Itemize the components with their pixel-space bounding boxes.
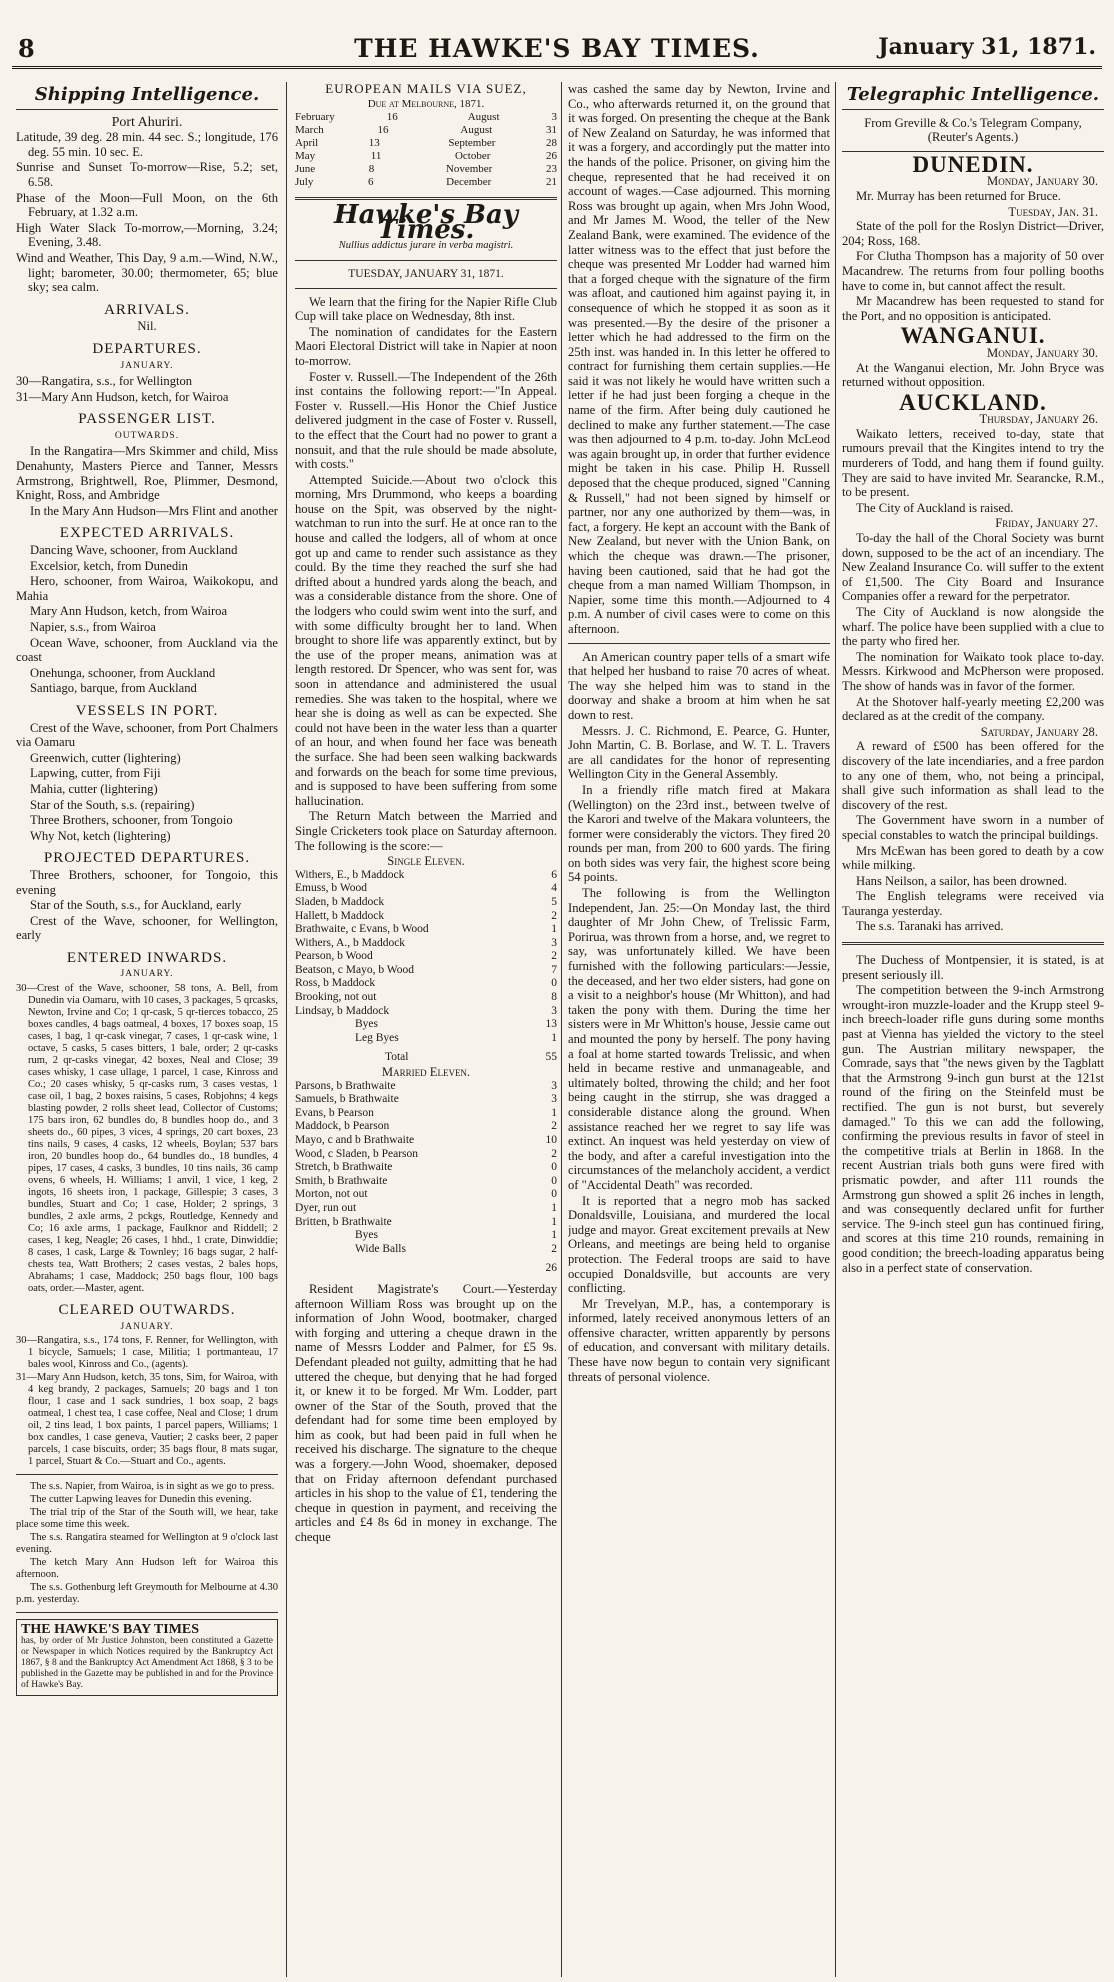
- score-row: Beatson, c Mayo, b Wood 7: [295, 963, 557, 976]
- vessel-item: Lapwing, cutter, from Fiji: [30, 766, 161, 781]
- entered-heading: ENTERED INWARDS.: [66, 949, 228, 966]
- departure-item: 31—Mary Ann Hudson, ketch, for Wairoa: [16, 389, 229, 404]
- column-news: [568, 82, 830, 1977]
- mails-table: [295, 111, 557, 189]
- score-row: Smith, b Brathwaite 0: [295, 1174, 557, 1187]
- score-row: Brathwaite, c Evans, b Wood 1: [295, 923, 557, 936]
- telegram-source: From Greville & Co.'s Telegram Company, (Reuter's Agents.): [864, 115, 1082, 145]
- city-heading-auckland: AUCKLAND.: [899, 389, 1047, 415]
- shipping-note: The cutter Lapwing leaves for Dunedin this evening.: [30, 1494, 252, 1506]
- masthead: [12, 32, 1102, 63]
- projected-item: Star of the South, s.s., for Auckland, early: [30, 898, 242, 913]
- news-item: The City of Auckland is raised.: [856, 500, 1014, 515]
- dispatch-date: Monday, January 30.: [987, 174, 1098, 189]
- shipping-heading: Shipping Intelligence.: [34, 84, 260, 105]
- news-item: A reward of £500 has been offered for the discovery of the late incendiaries, and a free pardon to any one of them, who, not being a principal, shall give such information as shall lead to the discovery of the rest.: [842, 739, 1104, 812]
- news-item: The English telegrams were received via Tauranga yesterday.: [842, 889, 1104, 918]
- mails-row: February 16 August 3: [295, 111, 557, 124]
- divider: [16, 1474, 278, 1475]
- dispatch-date: Friday, January 27.: [995, 516, 1098, 531]
- score-total: 26: [545, 1262, 557, 1275]
- news-item: At the Wanganui election, Mr. John Bryce was returned without opposition.: [842, 360, 1104, 390]
- news-item: The competition between the 9-inch Armstrong wrought-iron muzzle-loader and the Krupp steel 9-inch breech-loader rifle guns during some months past at Vienna has yielded the victory to the steel gun. The Austrian military newspaper, the Comrade, says that "the news given by the Tagblatt that the Armstrong 9-inch gun burst at the 121st round of the firing on the Steinfeld must be rectified. The gun is not burst, but severely damaged." To this we can add the following, confirming the previous results in favor of steel in the competitive trials at Berlin in 1868. In the recent Austrian trials both guns were fired with prismatic powder, and after 111 rounds the Armstrong gun showed a split 26 inches in length, and was consequently declared unfit for further service. The 9-inch steel gun has continued firing, and scores at this time 210 rounds, remaining in good condition; the breech-loading apparatus being also in a perfect state of conservation.: [842, 983, 1104, 1275]
- city-heading-wanganui: WANGANUI.: [900, 323, 1046, 349]
- port-info: Wind and Weather, This Day, 9 a.m.—Wind, N.W., light; barometer, 30.00; thermometer, 65; blue sky; sea calm.: [16, 250, 278, 295]
- column-divider: [835, 82, 836, 1977]
- divider: [16, 1612, 278, 1613]
- vessels-heading: VESSELS IN PORT.: [75, 702, 219, 719]
- divider: [295, 260, 557, 261]
- news-item: Mrs McEwan has been gored to death by a cow while milking.: [842, 843, 1104, 873]
- projected-heading: PROJECTED DEPARTURES.: [43, 850, 251, 867]
- score-row: Wood, c Sladen, b Pearson 2: [295, 1147, 557, 1160]
- divider: [295, 288, 557, 289]
- port-info: Latitude, 39 deg. 28 min. 44 sec. S.; longitude, 176 deg. 55 min. 10 sec. E.: [16, 130, 278, 159]
- score-row: Withers, E., b Maddock 6: [295, 868, 557, 881]
- page-number: 8: [18, 34, 35, 63]
- score-row: Leg Byes 1: [355, 1031, 557, 1044]
- vessel-item: Mahia, cutter (lightering): [30, 781, 158, 796]
- news-item: To-day the hall of the Choral Society was burnt down, supposed to be the act of an incendiary. The New Zealand Insurance Co. will suffer to the extent of £1,500. The City Board and Insurance Companies offer a reward for the perpetrator.: [842, 531, 1104, 604]
- news-item: In a friendly rifle match fired at Makara (Wellington) on the 23rd inst., between twelve of the Karori and twelve of the Makara volunteers, the former were considerably the victors. They fired 20 rounds per man, from 200 to 600 yards. The firing on both sides was very fair, the highest score being 54 points.: [568, 782, 830, 885]
- mails-row: June 8 November 23: [295, 163, 557, 176]
- motto: Nullius addictus jurare in verba magistri.: [338, 240, 514, 252]
- news-item: was cashed the same day by Newton, Irvine and Co., who afterwards returned it, on the ground that it was forged. On presenting the cheque at the Bank of New Zealand on Saturday, he was informed that it was a forgery, and accordingly put the matter into the hands of the police. Prisoner, on giving him the cheque, represented that he had received it on account of wages.—Case adjourned. This morning Ross was brought up again, when Mrs John Wood, and Mr James M. Wood, the teller of the New Zealand Bank, were examined. The evidence of the latter witness was to the effect that just before the cheque was presented Mr Lodder had warned him that a forged cheque with the signature of the firm was afloat, and cautioned him against paying it, in consequence of which he stopped it as soon as it was presented.—By the desire of the prisoner a letter which he had addressed to the firm on the 25th inst. was handed in. In this letter he offered to contract for furnishing them certain supplies.—He said it was not likely he would have written such a letter if he had just been forging a cheque in the name of the firm. After being duly cautioned he declined to make any further statement.—The case was then adjourned to 4 p.m. to-day. John McLeod was again brought up, in order that further evidence might be taken in his case. Philip H. Russell deposed that the cheque produced, signed "Canning & Russell," had not been signed by himself or partner, nor any one authorized by them—was, in fact, a forgery. He kept an account with the Bank of New Zealand, but never with the Union Bank, on which the cheque was drawn.—The prisoner, having been cautioned, said that he had got the cheque from a man named William Thompson, in Napier, some time this month.—Adjourned to 4 p.m. A number of civil cases were to come on this afternoon.: [568, 82, 830, 636]
- telegraphic-heading: Telegraphic Intelligence.: [846, 84, 1100, 105]
- news-item: Messrs. J. C. Richmond, E. Pearce, G. Hunter, John Martin, C. B. Borlase, and W. T. L. Travers are all candidates for the honor of representing Wellington City in the General Assembly.: [568, 723, 830, 782]
- news-item: Mr. Murray has been returned for Bruce.: [856, 188, 1061, 203]
- news-item: Mr Trevelyan, M.P., has, a contemporary is informed, lately received anonymous letters of an offensive character, written apparently by persons of education, and conversant with military details. These have now begun to contain very significant threats of personal violence.: [568, 1296, 830, 1384]
- column-telegraphic: [842, 82, 1104, 1977]
- score-row: Parsons, b Brathwaite 3: [295, 1079, 557, 1092]
- mails-heading: EUROPEAN MAILS VIA SUEZ,: [325, 82, 527, 96]
- score-row: Morton, not out 0: [295, 1188, 557, 1201]
- expected-item: Excelsior, ketch, from Dunedin: [30, 558, 188, 573]
- news-item: The following is from the Wellington Independent, Jan. 25:—On Monday last, the third daughter of Mr John Chew, of Trelissic Farm, Porirua, was thrown from a horse, and, we regret to say, was unfortunately killed. We have been furnished with the following particulars:—Jessie, the deceased, and her two elder sisters, had gone on a visit to a neighbor's house (Mr Whitton), and had taken the pony with them. During the time her sisters were in Mr Whitton's house, Jessie came out and mounted the pony by herself. The pony having a foal at home started towards Trelissic, and when held in became restive and unmanageable, and ultimately bolted, throwing the child; and her foot being caught in the stirrup, she was dragged a considerable distance along the ground. When assistance reached her we regret to say life was extinct. An inquest was held yesterday on view of the body, and after a careful investigation into the circumstances of the melancholy accident, a verdict of "Accidental Death" was recorded.: [568, 886, 830, 1192]
- news-item: For Clutha Thompson has a majority of 50 over Macandrew. The returns from four polling booths have to come in, but cannot affect the result.: [842, 249, 1104, 293]
- score-row: Pearson, b Wood 2: [295, 950, 557, 963]
- news-item: We learn that the firing for the Napier Rifle Club Cup will take place on Wednesday, 8th inst.: [295, 294, 557, 324]
- dispatch-date: Saturday, January 28.: [980, 724, 1098, 739]
- divider: [16, 109, 278, 110]
- score-row: Emuss, b Wood 4: [295, 882, 557, 895]
- column-divider: [561, 82, 562, 1977]
- news-item: Hans Neilson, a sailor, has been drowned.: [856, 873, 1068, 888]
- news-item: The Government have sworn in a number of special constables to watch the principal buildings.: [842, 813, 1104, 842]
- mails-sub: Due at Melbourne, 1871.: [367, 97, 485, 110]
- married-scores: [295, 1080, 557, 1276]
- shipping-note: The s.s. Gothenburg left Greymouth for Melbourne at 4.30 p.m. yesterday.: [16, 1582, 278, 1606]
- news-item: The Return Match between the Married and Single Cricketers took place on Saturday afternoon. The following is the score:—: [295, 809, 557, 853]
- city-heading-dunedin: DUNEDIN.: [912, 151, 1034, 177]
- mails-row: July 6 December 21: [295, 176, 557, 189]
- single-scores: [295, 869, 557, 1065]
- expected-item: Hero, schooner, from Wairoa, Waikokopu, and Mahia: [16, 574, 278, 603]
- score-row: Ross, b Maddock 0: [295, 977, 557, 990]
- score-row: Maddock, b Pearson 2: [295, 1120, 557, 1133]
- port-info: High Water Slack To-morrow,—Morning, 3.24; Evening, 3.48.: [16, 220, 278, 250]
- entered-text: 30—Crest of the Wave, schooner, 58 tons, A. Bell, from Dunedin via Oamaru, with 10 cases, 3 packages, 5 qrcasks, Newton, Irvine and Co; 1 qr-cask, 5 qr-tierces tobacco, 25 boxes candles, 4 bags oatmeal, 4 boxes, 17 boxes soap, 15 cases, 1 bag, 1 qr-cask vinegar, 7 cases, 1 qr-cask wine, 1 octave, 5 casks, 5 cases bitters, 1 bale, order; 2 qr-casks rum, 2 qr-casks vinegar, 42 boxes, Neal and Close; 39 cases whisky, 1 case ullage, 1 parcel, 1 case, Kinross and Co.; 20 cases whisky, 5 qr-casks rum, 3 cases vestas, 1 case oil, 1 bag, 2 boxes raisins, 5 cases, Robjohns; 4 kegs blasting powder, 2 rolls sheet lead, Collector of Customs; 175 bars iron, 62 bundles do, 8 bundles hoop do., and 3 sheets do., 60 pipes, 3 vices, 4 springs, 20 cart boxes, 23 tins nails, 9 cases, 4 casks, 12 wheels, Boylan; 537 bars iron, 20 bundles hoop do., 64 bundles do., 18 bundles, 4 pipes, 17 cases, 4 casks, 3 bundles, 10 tins nails, 36 camp ovens, 6 wheels, H. Williams; 1 anvil, 1 vice, 1 keg, 2 ingots, 16 sheets iron, 1 package, Gillespie; 3 cases, 3 bundles, Stuart and Co; 1 case, Holder; 2 springs, 3 bundles, 2 axle arms, 2 pckgs, Routledge, Kennedy and Co; 16 axle arms, 1 package, Faulknor and Riddell; 2 cases, 1 keg, Neagle; 26 cases, 1 hhd., 1 crate, Dinwiddie; 8 cases, 1 cask, Large & Townley; 16 bags sugar, 2 half-chests tea, Watt Brothers; 2 cases vestas, 2 bales hops, Abrahams; 1 case, Maddock; 250 bags flour, 100 bags oats, order.—Master, agent.: [16, 983, 278, 1295]
- dispatch-date: Tuesday, Jan. 31.: [1008, 204, 1098, 219]
- projected-item: Three Brothers, schooner, for Tongoio, this evening: [16, 867, 278, 897]
- news-item: Mr Macandrew has been requested to stand for the Port, and no opposition is anticipated.: [842, 294, 1104, 323]
- cleared-item: 31—Mary Ann Hudson, ketch, 35 tons, Sim, for Wairoa, with 4 keg brandy, 2 packages, Samuels; 20 bags and 1 ton flour, 1 case and 1 sack sundries, 1 box soap, 2 bags oatmeal, 1 chest tea, 1 case coffee, Neal and Close; 1 drum oil, 2 tins lead, 1 box paints, 1 parcel papers, Williams; 1 box candles, 1 case geneva, Vautier; 2 casks beer, 2 paper parcels, 1 case biscuits, order; 35 bags flour, 8 mats sugar, 1 parcel, Stuart & Co.—Stuart and Co., agents.: [16, 1372, 278, 1468]
- news-item: Attempted Suicide.—About two o'clock this morning, Mrs Drummond, who keeps a boarding house on the Spit, was observed by the night-watchman to run into the surf. He at once ran to the house and called the lodgers, all of whom at once got up and came to render such assistance as they could. By the time they reached the surf she had drifted about a hundred yards along the beach, and was a considerable distance from the shore. One of the lodgers who could swim went into the surf, and with some difficulty brought her to land. When brought to shore life was apparently extinct, but by the use of the proper means, animation was at length restored. Dr Spencer, who was sent for, was soon in attendance and administered the usual remedies. She was taken to the hospital, where we hear she is doing as well as can be expected. She could not have been in the water less than a quarter of an hour, and when found her face was beneath the surface. She had been seen walking backwards and forwards on the beach for some time previous, and is supposed to have been suffering from some hallucination.: [295, 472, 557, 808]
- port-info: Sunrise and Sunset To-morrow—Rise, 5.2; set, 6.58.: [16, 160, 278, 189]
- news-item: At the Shotover half-yearly meeting £2,200 was declared as at the credit of the company.: [842, 694, 1104, 724]
- vessel-item: Star of the South, s.s. (repairing): [30, 797, 195, 812]
- expected-item: Onehunga, schooner, from Auckland: [30, 665, 216, 680]
- shipping-note: The trial trip of the Star of the South will, we hear, take place some time this week.: [16, 1507, 278, 1531]
- vessel-item: Crest of the Wave, schooner, from Port Chalmers via Oamaru: [16, 720, 278, 750]
- score-row: Stretch, b Brathwaite 0: [295, 1161, 557, 1174]
- port-name: Port Ahuriri.: [111, 114, 183, 130]
- masthead-rule: [12, 66, 1102, 69]
- column-editorial: [295, 82, 557, 1977]
- expected-heading: EXPECTED ARRIVALS.: [59, 525, 235, 542]
- dispatch-date: Thursday, January 26.: [979, 412, 1098, 427]
- column-divider: [286, 82, 287, 1977]
- passenger-item: In the Rangatira—Mrs Skimmer and child, Miss Denahunty, Masters Pierce and Tanner, Messrs Armstrong, Brightwell, Roe, Plimmer, Desmond, Knight, Ross, and Ambridge: [16, 444, 278, 503]
- news-item: It is reported that a negro mob has sacked Donaldsville, Louisiana, and murdered the local judge and mayor. Great excitement prevails at New Orleans, and meetings are being held to organise protection. The Federal troops are said to have occupied Donaldsville, but accounts are very conflicting.: [568, 1193, 830, 1296]
- cleared-item: 30—Rangatira, s.s., 174 tons, F. Renner, for Wellington, with 1 bicycle, Samuels; 1 case, Militia; 1 portmanteau, 17 bales wool, Kinross and Co., (agents).: [16, 1335, 278, 1371]
- news-item: Resident Magistrate's Court.—Yesterday afternoon William Ross was brought up on the information of John Wood, bootmaker, charged with forging and uttering a cheque drawn in the name of Messrs Lodder and Palmer, for £5 9s. Defendant pleaded not guilty, admitting that he had uttered the cheque, but denying that he had forged it, or knew it to be forged. Mr Wm. Lodder, part owner of the Star of the South, proved that the defendant had for some time been employed by him as cook, but had been paid in full when he received his discharge. The signature to the cheque was a forgery.—John Wood, shoemaker, deposed that on Friday afternoon defendant purchased articles in his shop to the value of £1, tendering the cheque in question in payment, and receiving the articles and £4 8s 6d in money in exchange. The cheque: [295, 1281, 557, 1545]
- column-shipping: [16, 82, 278, 1977]
- passenger-heading: PASSENGER LIST.: [78, 411, 216, 428]
- cleared-month: JANUARY.: [120, 1321, 174, 1332]
- score-row: Byes 1: [355, 1229, 557, 1242]
- news-item: The nomination of candidates for the Eastern Maori Electoral District will take in Napier at noon to-morrow.: [295, 324, 557, 368]
- port-info: Phase of the Moon—Full Moon, on the 6th February, at 1.32 a.m.: [16, 190, 278, 220]
- news-item: The City of Auckland is now alongside the wharf. The police have been supplied with a clue to the party who fired her.: [842, 605, 1104, 649]
- score-row: Wide Balls 2: [355, 1242, 557, 1255]
- score-row: Sladen, b Maddock 5: [295, 895, 557, 908]
- vessel-item: Greenwich, cutter (lightering): [30, 750, 181, 765]
- news-item: The nomination for Waikato took place to-day. Messrs. Kirkwood and McPherson were proposed. The show of hands was in favor of the former.: [842, 649, 1104, 693]
- mails-row: April 13 September 28: [295, 137, 557, 150]
- shipping-note: The s.s. Rangatira steamed for Wellington at 9 o'clock last evening.: [16, 1532, 278, 1556]
- news-item: An American country paper tells of a smart wife that helped her husband to raise 70 acres of wheat. The way she helped him was to stand in the doorway and shake a broom at him when he sat down to rest.: [568, 649, 830, 722]
- score-row: Britten, b Brathwaite 1: [295, 1215, 557, 1228]
- expected-item: Dancing Wave, schooner, from Auckland: [30, 543, 238, 558]
- cleared-heading: CLEARED OUTWARDS.: [58, 1302, 236, 1319]
- score-row: Evans, b Pearson 1: [295, 1106, 557, 1119]
- arrivals-heading: ARRIVALS.: [104, 301, 190, 318]
- newspaper-title: THE HAWKE'S BAY TIMES.: [354, 34, 760, 63]
- single-heading: Single Eleven.: [387, 854, 465, 869]
- dateline: TUESDAY, JANUARY 31, 1871.: [348, 267, 504, 280]
- dispatch-date: Monday, January 30.: [987, 345, 1098, 360]
- arrivals-text: Nil.: [137, 319, 157, 334]
- divider: [568, 643, 830, 644]
- married-heading: Married Eleven.: [381, 1065, 471, 1080]
- shipping-note: The ketch Mary Ann Hudson left for Wairoa this afternoon.: [16, 1557, 278, 1581]
- mails-row: March 16 August 31: [295, 124, 557, 137]
- projected-item: Crest of the Wave, schooner, for Wellington, early: [16, 913, 278, 943]
- gazette-notice: [16, 1619, 278, 1696]
- gazette-title: THE HAWKE'S BAY TIMES: [21, 1622, 200, 1638]
- expected-item: Mary Ann Hudson, ketch, from Wairoa: [30, 604, 228, 619]
- divider: [842, 942, 1104, 945]
- news-item: Foster v. Russell.—The Independent of the 26th inst contains the following report:—"In Appeal. Foster v. Russell.—His Honor the Chief Justice delivered judgment in the case of Foster v. Russell, to the effect that the Court had no power to grant a nonsuit, and that the rule should be made absolute, with costs.": [295, 369, 557, 472]
- news-item: The Duchess of Montpensier, it is stated, is at present seriously ill.: [842, 953, 1104, 982]
- departure-item: 30—Rangatira, s.s., for Wellington: [16, 374, 193, 389]
- score-row: Dyer, run out 1: [295, 1201, 557, 1214]
- score-row: Samuels, b Brathwaite 3: [295, 1093, 557, 1106]
- score-row: Brooking, not out 8: [295, 991, 557, 1004]
- paper-title: Hawke's Bay Times.: [334, 200, 518, 245]
- score-total: Total 55: [385, 1051, 557, 1064]
- issue-date: January 31, 1871.: [878, 34, 1096, 60]
- score-row: Withers, A., b Maddock 3: [295, 936, 557, 949]
- divider: [842, 109, 1104, 110]
- departures-heading: DEPARTURES.: [92, 340, 202, 357]
- news-item: The s.s. Taranaki has arrived.: [856, 919, 1004, 934]
- expected-item: Santiago, barque, from Auckland: [30, 681, 197, 696]
- expected-item: Napier, s.s., from Wairoa: [30, 620, 156, 634]
- shipping-note: The s.s. Napier, from Wairoa, is in sight as we go to press.: [30, 1481, 275, 1493]
- entered-month: JANUARY.: [120, 969, 174, 980]
- expected-item: Ocean Wave, schooner, from Auckland via the coast: [16, 635, 278, 665]
- vessel-item: Why Not, ketch (lightering): [30, 828, 171, 843]
- mails-row: May 11 October 26: [295, 150, 557, 163]
- gazette-text: has, by order of Mr Justice Johnston, been constituted a Gazette or Newspaper in which Notices required by the Bankruptcy Act 1867, § 8 and the Bankruptcy Act Amendment Act 1868, § 3 to be published in the Gazette may be published in and for the Province of Hawke's Bay.: [21, 1636, 273, 1691]
- passenger-sub: OUTWARDS.: [114, 430, 180, 441]
- score-row: Mayo, c and b Brathwaite 10: [295, 1134, 557, 1146]
- departures-month: JANUARY.: [120, 360, 174, 371]
- score-row: Lindsay, b Maddock 3: [295, 1004, 557, 1017]
- vessel-item: Three Brothers, schooner, from Tongoio: [30, 813, 233, 828]
- news-item: State of the poll for the Roslyn District—Driver, 204; Ross, 168.: [842, 219, 1104, 248]
- score-row: Byes 13: [355, 1018, 557, 1031]
- score-row: Hallett, b Maddock 2: [295, 909, 557, 922]
- passenger-item: In the Mary Ann Hudson—Mrs Flint and another: [30, 503, 278, 518]
- news-item: Waikato letters, received to-day, state that rumours prevail that the Kingites intend to try the murderers of Todd, and hang them if found guilty. They are said to have invited Mr. Searancke, R.M., to be present.: [842, 426, 1104, 500]
